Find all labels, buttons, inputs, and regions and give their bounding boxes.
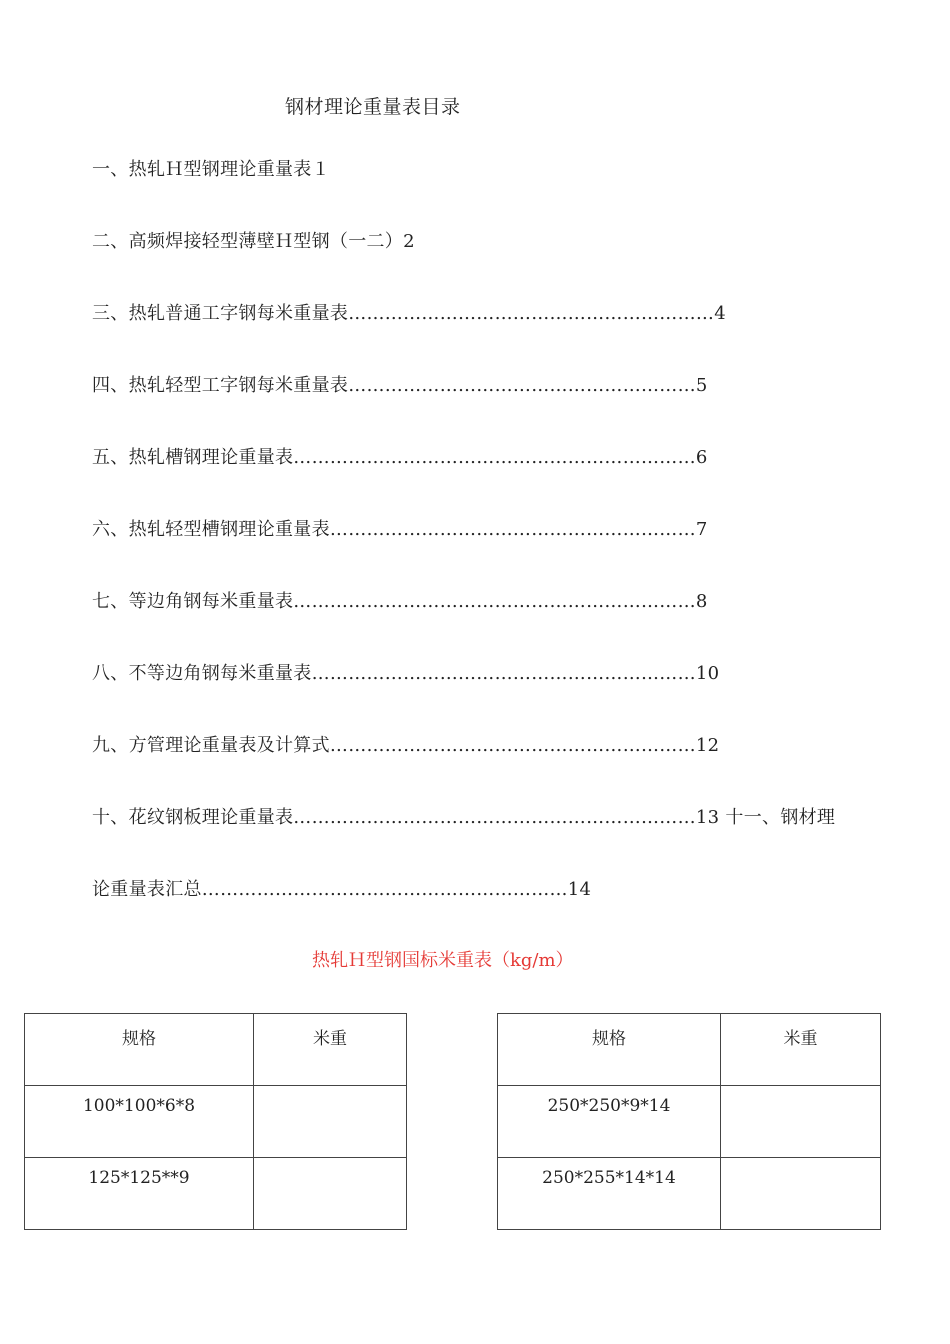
header-spec: 规格: [498, 1014, 721, 1086]
cell-spec: 125*125**9: [25, 1158, 254, 1230]
toc-entry: 四、热轧轻型工字钢每米重量表…………………………………………………5: [92, 375, 708, 396]
toc-entry: 三、热轧普通工字钢每米重量表……………………………………………………4: [92, 303, 726, 324]
toc-title: 钢材理论重量表目录: [285, 96, 461, 118]
table-row: [25, 1158, 407, 1230]
toc-entry: 九、方管理论重量表及计算式……………………………………………………12: [92, 735, 720, 756]
toc-entry: 八、不等边角钢每米重量表………………………………………………………10: [92, 663, 720, 684]
spec-table-right: [497, 1013, 881, 1230]
cell-spec: 100*100*6*8: [25, 1086, 254, 1158]
toc-entry: 五、热轧槽钢理论重量表…………………………………………………………6: [92, 447, 708, 468]
header-weight: 米重: [721, 1014, 881, 1086]
toc-entry: 七、等边角钢每米重量表…………………………………………………………8: [92, 591, 708, 612]
toc-entry: 二、高频焊接轻型薄壁Ｈ型钢（一二）2: [92, 231, 415, 252]
table-header-row: [498, 1014, 881, 1086]
cell-weight: [721, 1158, 881, 1230]
cell-weight: [721, 1086, 881, 1158]
cell-weight: [254, 1158, 407, 1230]
toc-entry: 六、热轧轻型槽钢理论重量表……………………………………………………7: [92, 519, 708, 540]
header-spec: 规格: [25, 1014, 254, 1086]
table-row: [25, 1086, 407, 1158]
toc-entry: 十、花纹钢板理论重量表…………………………………………………………13 十一、钢材理: [92, 807, 836, 828]
cell-spec: 250*255*14*14: [498, 1158, 721, 1230]
toc-entry: 论重量表汇总……………………………………………………14: [92, 879, 592, 900]
cell-spec: 250*250*9*14: [498, 1086, 721, 1158]
header-weight: 米重: [254, 1014, 407, 1086]
spec-table-left: [24, 1013, 407, 1230]
toc-entry: 一、热轧Ｈ型钢理论重量表１: [92, 159, 330, 180]
cell-weight: [254, 1086, 407, 1158]
table-row: [498, 1158, 881, 1230]
table-header-row: [25, 1014, 407, 1086]
table-section-title: 热轧Ｈ型钢国标米重表（kg/m）: [312, 950, 574, 971]
table-row: [498, 1086, 881, 1158]
